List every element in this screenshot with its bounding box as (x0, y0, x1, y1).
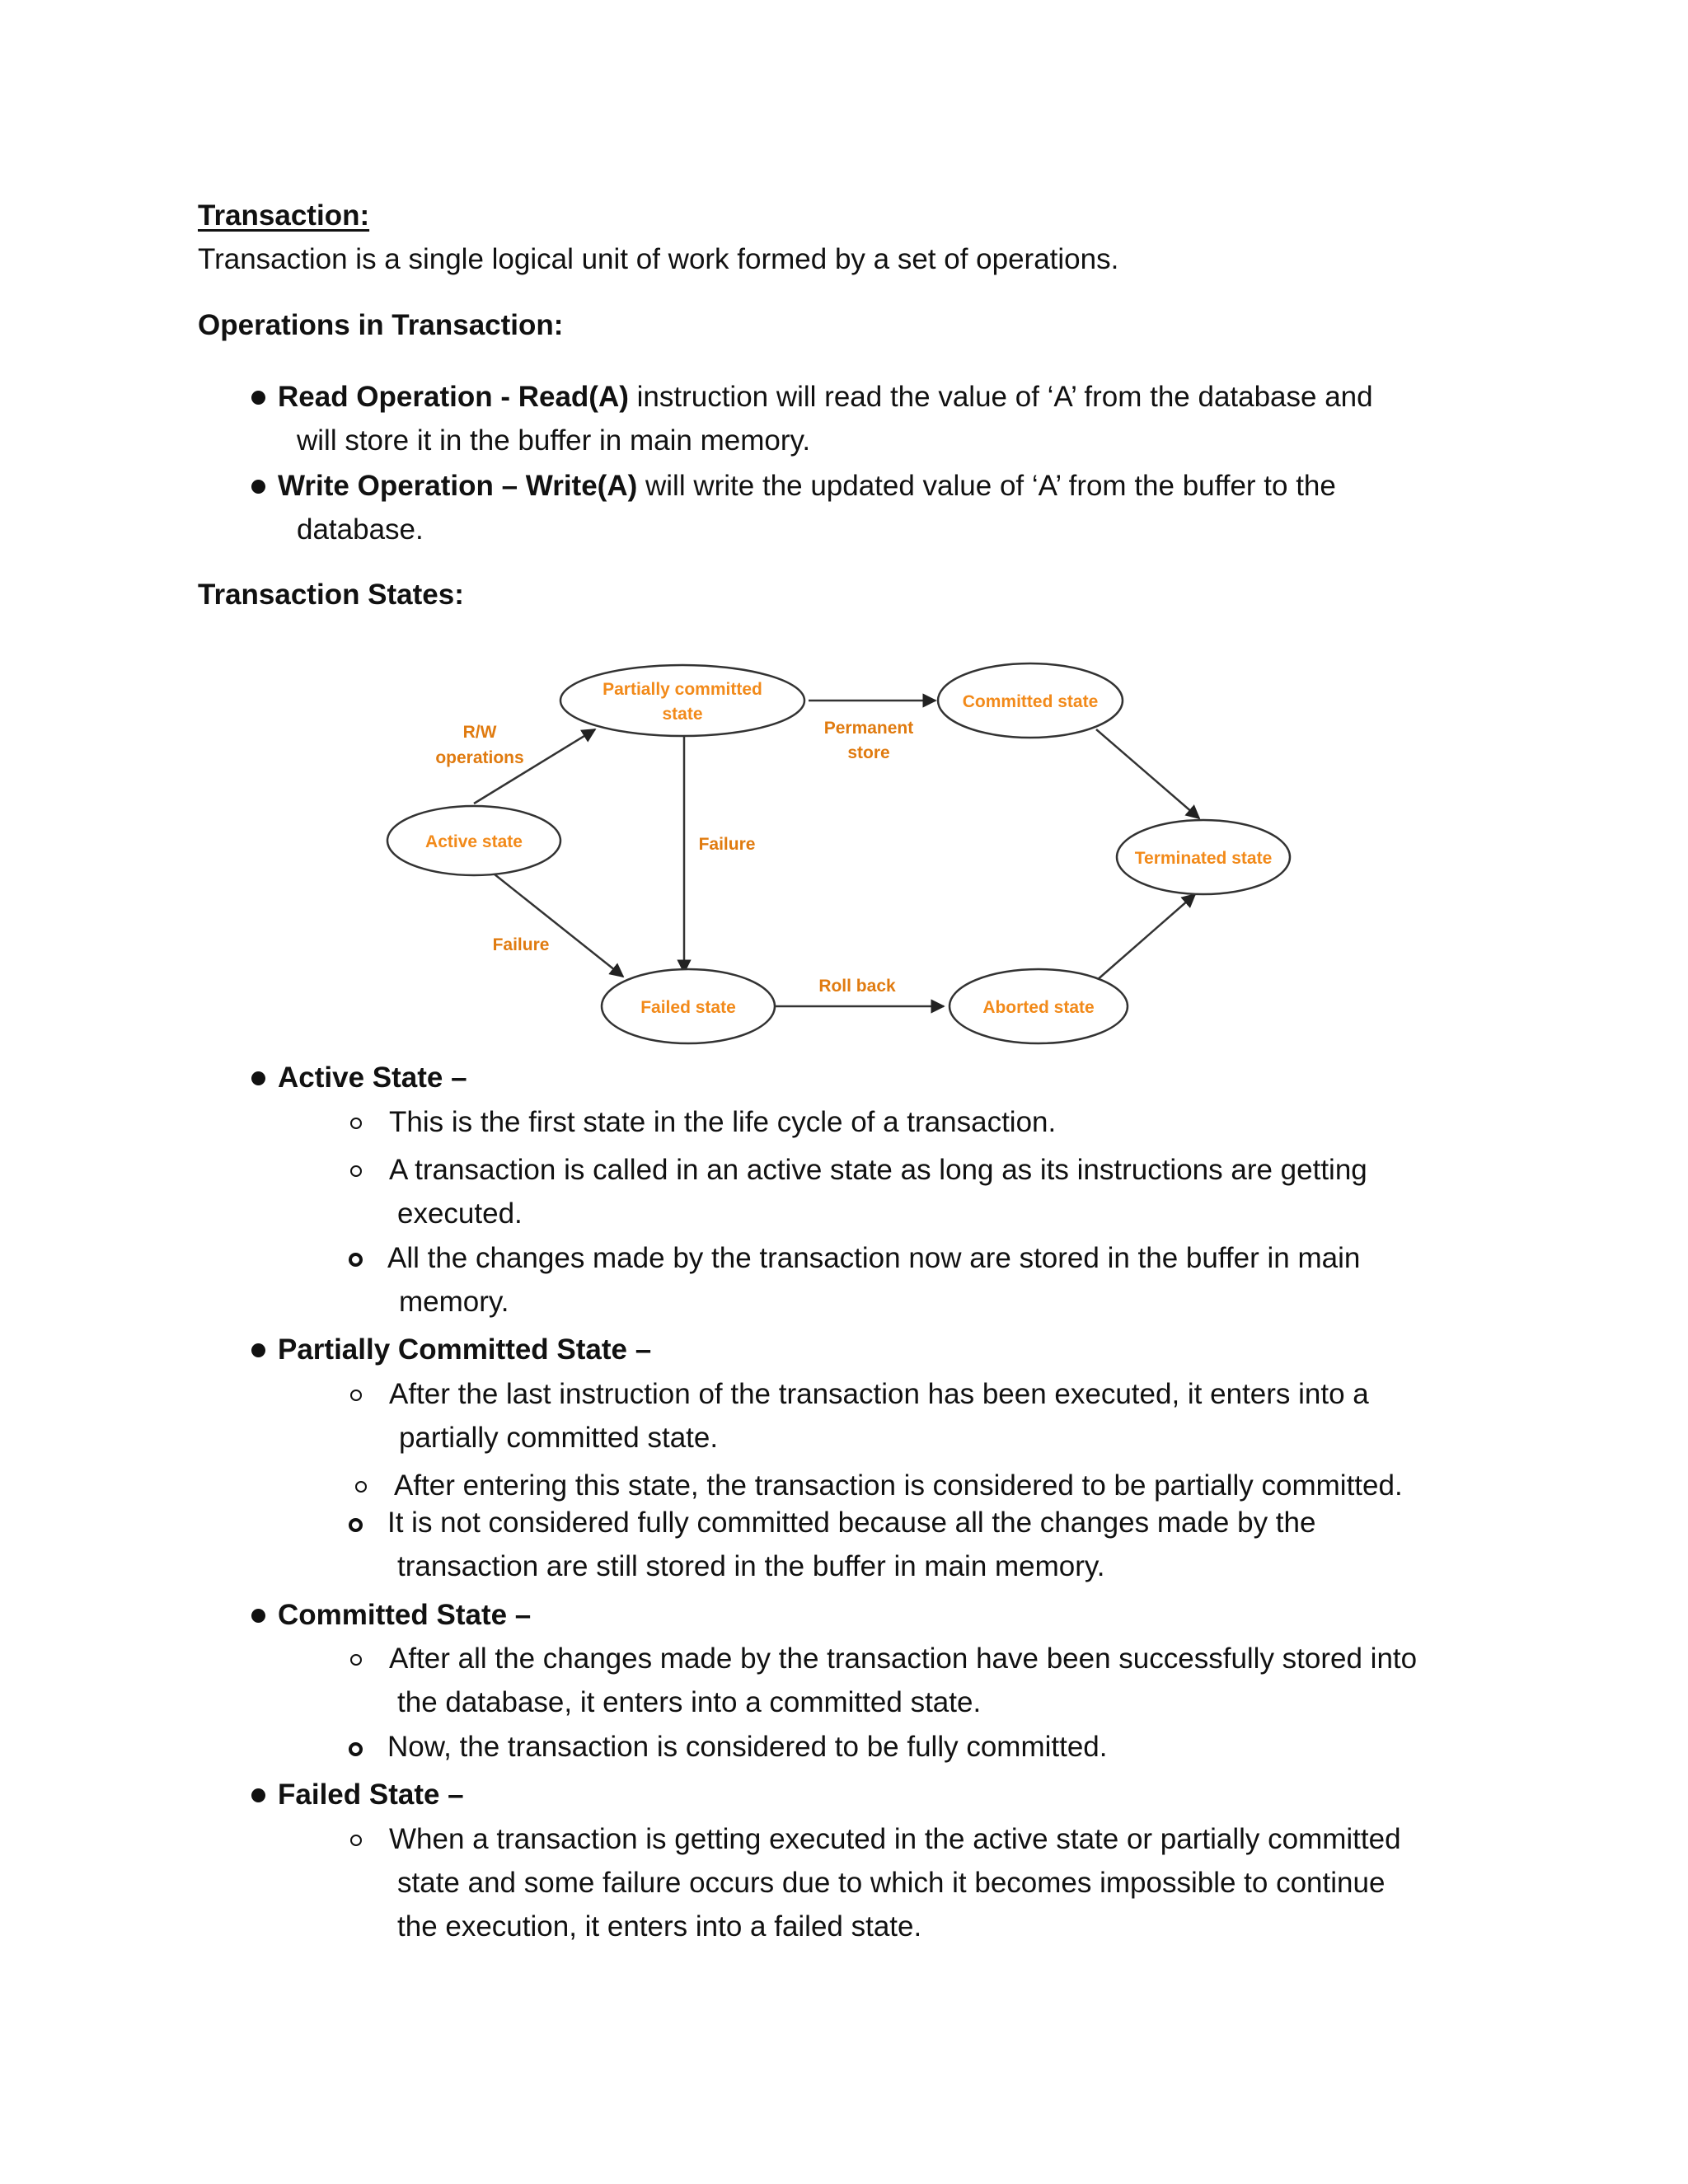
node-partially-committed-state (560, 665, 804, 736)
list-item-read-operation (278, 379, 1373, 415)
read-operation-label: Read Operation - Read(A) (278, 381, 629, 413)
svg-text:Failed state: Failed state (640, 998, 736, 1017)
edge-label-rw: R/W (462, 723, 497, 742)
bullet-dot-icon (251, 391, 265, 405)
active-state-item-2-continuation: executed. (397, 1197, 523, 1230)
circle-bullet-icon (349, 1742, 363, 1756)
svg-text:Partially committed: Partially committed (603, 680, 762, 699)
partially-committed-item-1: After the last instruction of the transaction has been executed, it enters into a (389, 1378, 1369, 1410)
active-state-item-2: A transaction is called in an active state as long as its instructions are getting (389, 1154, 1367, 1186)
write-operation-continuation: database. (297, 513, 424, 546)
edge-label-failure-vertical: Failure (698, 835, 756, 854)
circle-bullet-icon (350, 1390, 362, 1401)
edge-label-operations: operations (435, 748, 524, 767)
committed-item-2: Now, the transaction is considered to be fully committed. (387, 1731, 1108, 1763)
operations-heading: Operations in Transaction: (198, 309, 564, 341)
svg-text:Committed state: Committed state (962, 692, 1099, 711)
list-item-write-operation (278, 468, 1336, 504)
node-failed-state (602, 969, 775, 1043)
node-aborted-state (950, 969, 1128, 1043)
node-active-state (387, 806, 560, 875)
edge-label-failure-diagonal: Failure (492, 935, 550, 954)
active-state-item-3-continuation: memory. (399, 1286, 509, 1318)
write-operation-label: Write Operation – Write(A) (278, 470, 638, 502)
committed-item-1-continuation: the database, it enters into a committed state. (397, 1686, 982, 1718)
edge-failure-diagonal (478, 861, 623, 977)
bullet-dot-icon (251, 1071, 265, 1085)
definition-text: Transaction is a single logical unit of work formed by a set of operations. (198, 243, 1119, 275)
committed-item-1: After all the changes made by the transaction have been successfully stored into (389, 1643, 1418, 1675)
partially-committed-item-2: After entering this state, the transaction is considered to be partially committed. (394, 1469, 1403, 1502)
bullet-dot-icon (251, 1609, 265, 1623)
bullet-dot-icon (251, 1788, 265, 1802)
active-state-item-1: This is the first state in the life cycle of a transaction. (389, 1106, 1057, 1138)
failed-state-item-1-line-3: the execution, it enters into a failed state. (397, 1910, 922, 1943)
page-title: Transaction: (198, 199, 370, 232)
partially-committed-item-3: It is not considered fully committed because all the changes made by the (387, 1507, 1316, 1539)
read-operation-text: instruction will read the value of ‘A’ from the database and (628, 381, 1373, 413)
edge-label-permanent: Permanent (823, 719, 914, 738)
section-title-failed-state: Failed State – (278, 1779, 464, 1811)
svg-text:Aborted state: Aborted state (982, 998, 1095, 1017)
section-title-committed-state: Committed State – (278, 1599, 532, 1631)
node-terminated-state (1117, 820, 1290, 894)
transaction-state-diagram (379, 651, 1294, 1047)
circle-bullet-icon (349, 1253, 363, 1267)
partially-committed-item-3-continuation: transaction are still stored in the buffer in main memory. (397, 1550, 1105, 1582)
node-committed-state (938, 663, 1123, 738)
edge-label-store: store (847, 743, 890, 762)
edge-aborted-terminated (1096, 894, 1195, 981)
section-title-active-state: Active State – (278, 1062, 467, 1094)
write-operation-text: will write the updated value of ‘A’ from the buffer to the (637, 470, 1336, 502)
circle-bullet-icon (349, 1518, 363, 1532)
circle-bullet-icon (350, 1165, 362, 1177)
bullet-dot-icon (251, 480, 265, 494)
bullet-dot-icon (251, 1343, 265, 1357)
svg-text:Active state: Active state (425, 832, 523, 851)
section-title-partially-committed-state: Partially Committed State – (278, 1333, 652, 1366)
edge-committed-terminated (1096, 729, 1199, 818)
svg-text:state: state (662, 705, 703, 724)
states-heading: Transaction States: (198, 579, 464, 611)
edge-label-roll-back: Roll back (818, 977, 896, 996)
circle-bullet-icon (350, 1654, 362, 1666)
read-operation-continuation: will store it in the buffer in main memory. (297, 424, 811, 457)
svg-text:Terminated state: Terminated state (1134, 849, 1273, 868)
failed-state-item-1: When a transaction is getting executed in the active state or partially committed (389, 1823, 1401, 1855)
circle-bullet-icon (350, 1118, 362, 1129)
circle-bullet-icon (350, 1835, 362, 1846)
active-state-item-3: All the changes made by the transaction now are stored in the buffer in main (387, 1242, 1361, 1274)
failed-state-item-1-line-2: state and some failure occurs due to which it becomes impossible to continue (397, 1867, 1386, 1899)
circle-bullet-icon (355, 1481, 367, 1493)
partially-committed-item-1-continuation: partially committed state. (399, 1422, 719, 1454)
